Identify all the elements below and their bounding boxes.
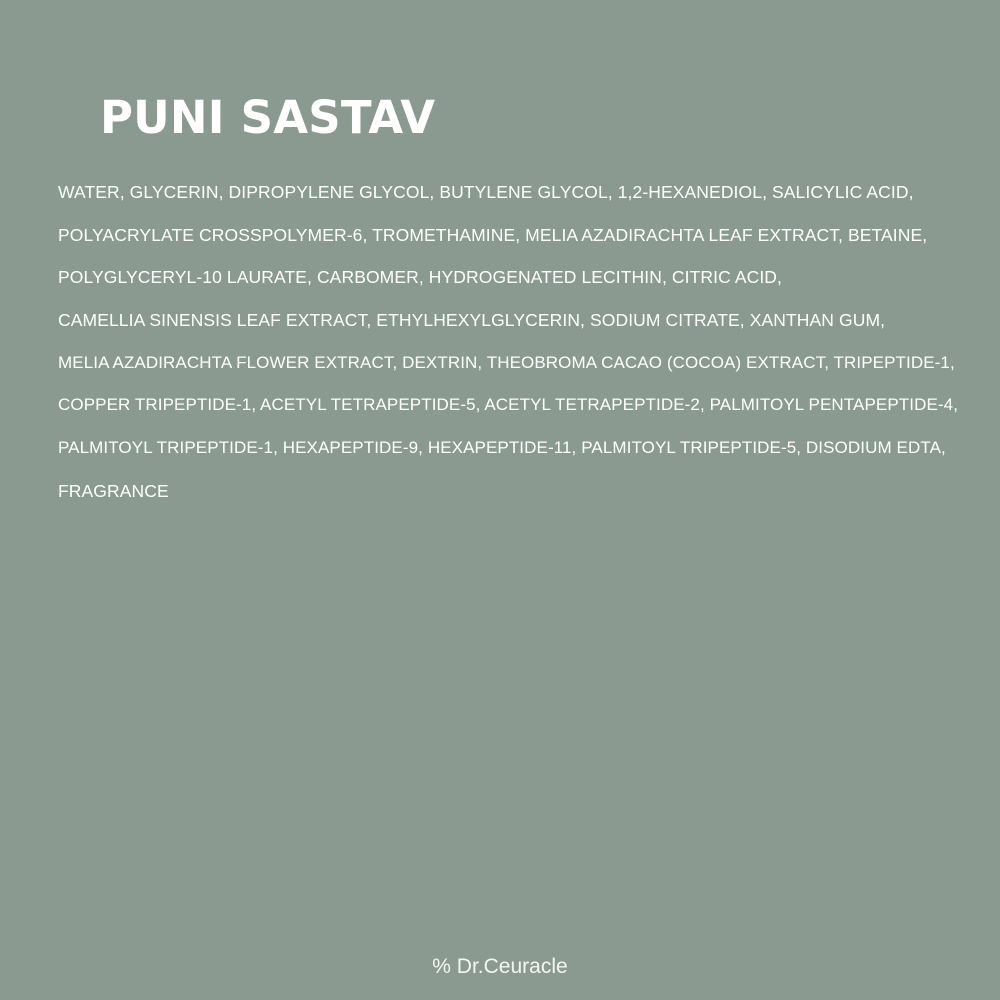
ingredients-line: COPPER TRIPEPTIDE-1, ACETYL TETRAPEPTIDE-5, ACETYL TETRAPEPTIDE-2, PALMITOYL PENTAPEPTIDE-4,	[58, 395, 959, 415]
ingredients-line: POLYGLYCERYL-10 LAURATE, CARBOMER, HYDROGENATED LECITHIN, CITRIC ACID,	[58, 267, 782, 288]
page-title: PUNI SASTAV	[100, 91, 436, 144]
ingredients-line: MELIA AZADIRACHTA FLOWER EXTRACT, DEXTRIN, THEOBROMA CACAO (COCOA) EXTRACT, TRIPEPTIDE-1,	[58, 352, 955, 372]
brand-logo: % Dr.Ceuracle	[432, 955, 568, 978]
ingredients-line: CAMELLIA SINENSIS LEAF EXTRACT, ETHYLHEXYLGLYCERIN, SODIUM CITRATE, XANTHAN GUM,	[58, 310, 886, 331]
ingredients-line: WATER, GLYCERIN, DIPROPYLENE GLYCOL, BUTYLENE GLYCOL, 1,2-HEXANEDIOL, SALICYLIC ACID,	[58, 182, 914, 202]
ingredients-list	[58, 171, 958, 513]
ingredients-line: PALMITOYL TRIPEPTIDE-1, HEXAPEPTIDE-9, HEXAPEPTIDE-11, PALMITOYL TRIPEPTIDE-5, DISODIUM EDTA,	[58, 438, 946, 458]
ingredients-line: FRAGRANCE	[58, 480, 169, 501]
ingredients-line: POLYACRYLATE CROSSPOLYMER-6, TROMETHAMINE, MELIA AZADIRACHTA LEAF EXTRACT, BETAINE,	[58, 224, 928, 245]
